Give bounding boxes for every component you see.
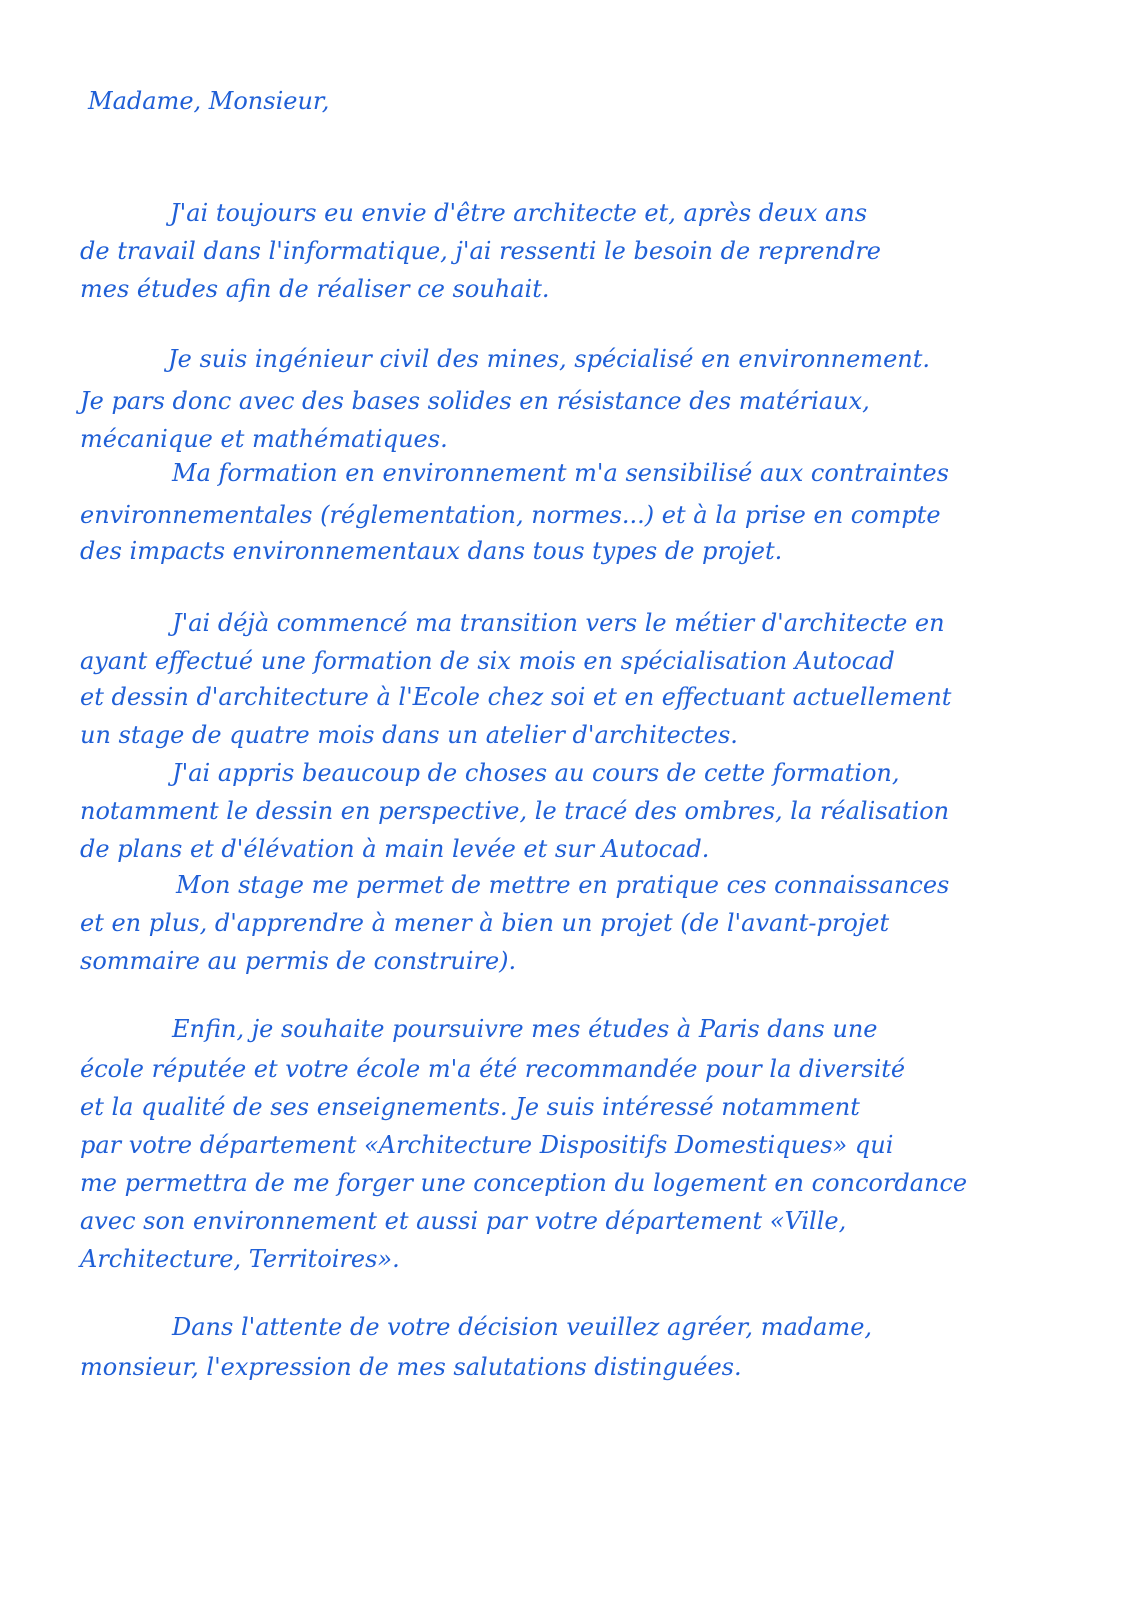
letter-line: me permettra de me forger une conception du logement en concordance bbox=[80, 1169, 968, 1197]
letter-line: avec son environnement et aussi par votre département «Ville, bbox=[80, 1207, 847, 1235]
letter-line: Dans l'attente de votre décision veuillez agréer, madame, bbox=[172, 1313, 873, 1341]
letter-line: des impacts environnementaux dans tous types de projet. bbox=[80, 537, 783, 565]
letter-line: et en plus, d'apprendre à mener à bien un projet (de l'avant-projet bbox=[80, 909, 890, 937]
letter-line: de travail dans l'informatique, j'ai ressenti le besoin de reprendre bbox=[80, 237, 881, 265]
letter-line: Ma formation en environnement m'a sensibilisé aux contraintes bbox=[172, 459, 949, 487]
letter-line: J'ai toujours eu envie d'être architecte et, après deux ans bbox=[170, 199, 868, 227]
letter-line: Je suis ingénieur civil des mines, spécialisé en environnement. bbox=[168, 345, 930, 373]
letter-line: par votre département «Architecture Dispositifs Domestiques» qui bbox=[80, 1131, 894, 1159]
greeting: Madame, Monsieur, bbox=[88, 87, 330, 115]
letter-line: Mon stage me permet de mettre en pratique ces connaissances bbox=[176, 871, 950, 899]
letter-line: de plans et d'élévation à main levée et sur Autocad. bbox=[80, 835, 710, 863]
letter-line: mécanique et mathématiques. bbox=[80, 425, 448, 453]
letter-line: environnementales (réglementation, normes...) et à la prise en compte bbox=[80, 501, 941, 529]
letter-line: Enfin, je souhaite poursuivre mes études à Paris dans une bbox=[172, 1015, 878, 1043]
letter-line: école réputée et votre école m'a été recommandée pour la diversité bbox=[80, 1055, 906, 1083]
letter-line: notamment le dessin en perspective, le tracé des ombres, la réalisation bbox=[80, 797, 950, 825]
letter-line: et dessin d'architecture à l'Ecole chez soi et en effectuant actuellement bbox=[80, 683, 952, 711]
letter-line: J'ai appris beaucoup de choses au cours de cette formation, bbox=[172, 759, 900, 787]
letter-line: Je pars donc avec des bases solides en résistance des matériaux, bbox=[80, 387, 870, 415]
letter-line: Architecture, Territoires». bbox=[80, 1245, 400, 1273]
letter-line: ayant effectué une formation de six mois en spécialisation Autocad bbox=[80, 647, 895, 675]
letter-line: monsieur, l'expression de mes salutations distinguées. bbox=[80, 1353, 742, 1381]
letter-line: J'ai déjà commencé ma transition vers le métier d'architecte en bbox=[172, 609, 945, 637]
letter-line: mes études afin de réaliser ce souhait. bbox=[80, 275, 550, 303]
letter-line: et la qualité de ses enseignements. Je suis intéressé notamment bbox=[80, 1093, 860, 1121]
letter-line: un stage de quatre mois dans un atelier d'architectes. bbox=[80, 721, 738, 749]
letter-line: sommaire au permis de construire). bbox=[80, 947, 517, 975]
